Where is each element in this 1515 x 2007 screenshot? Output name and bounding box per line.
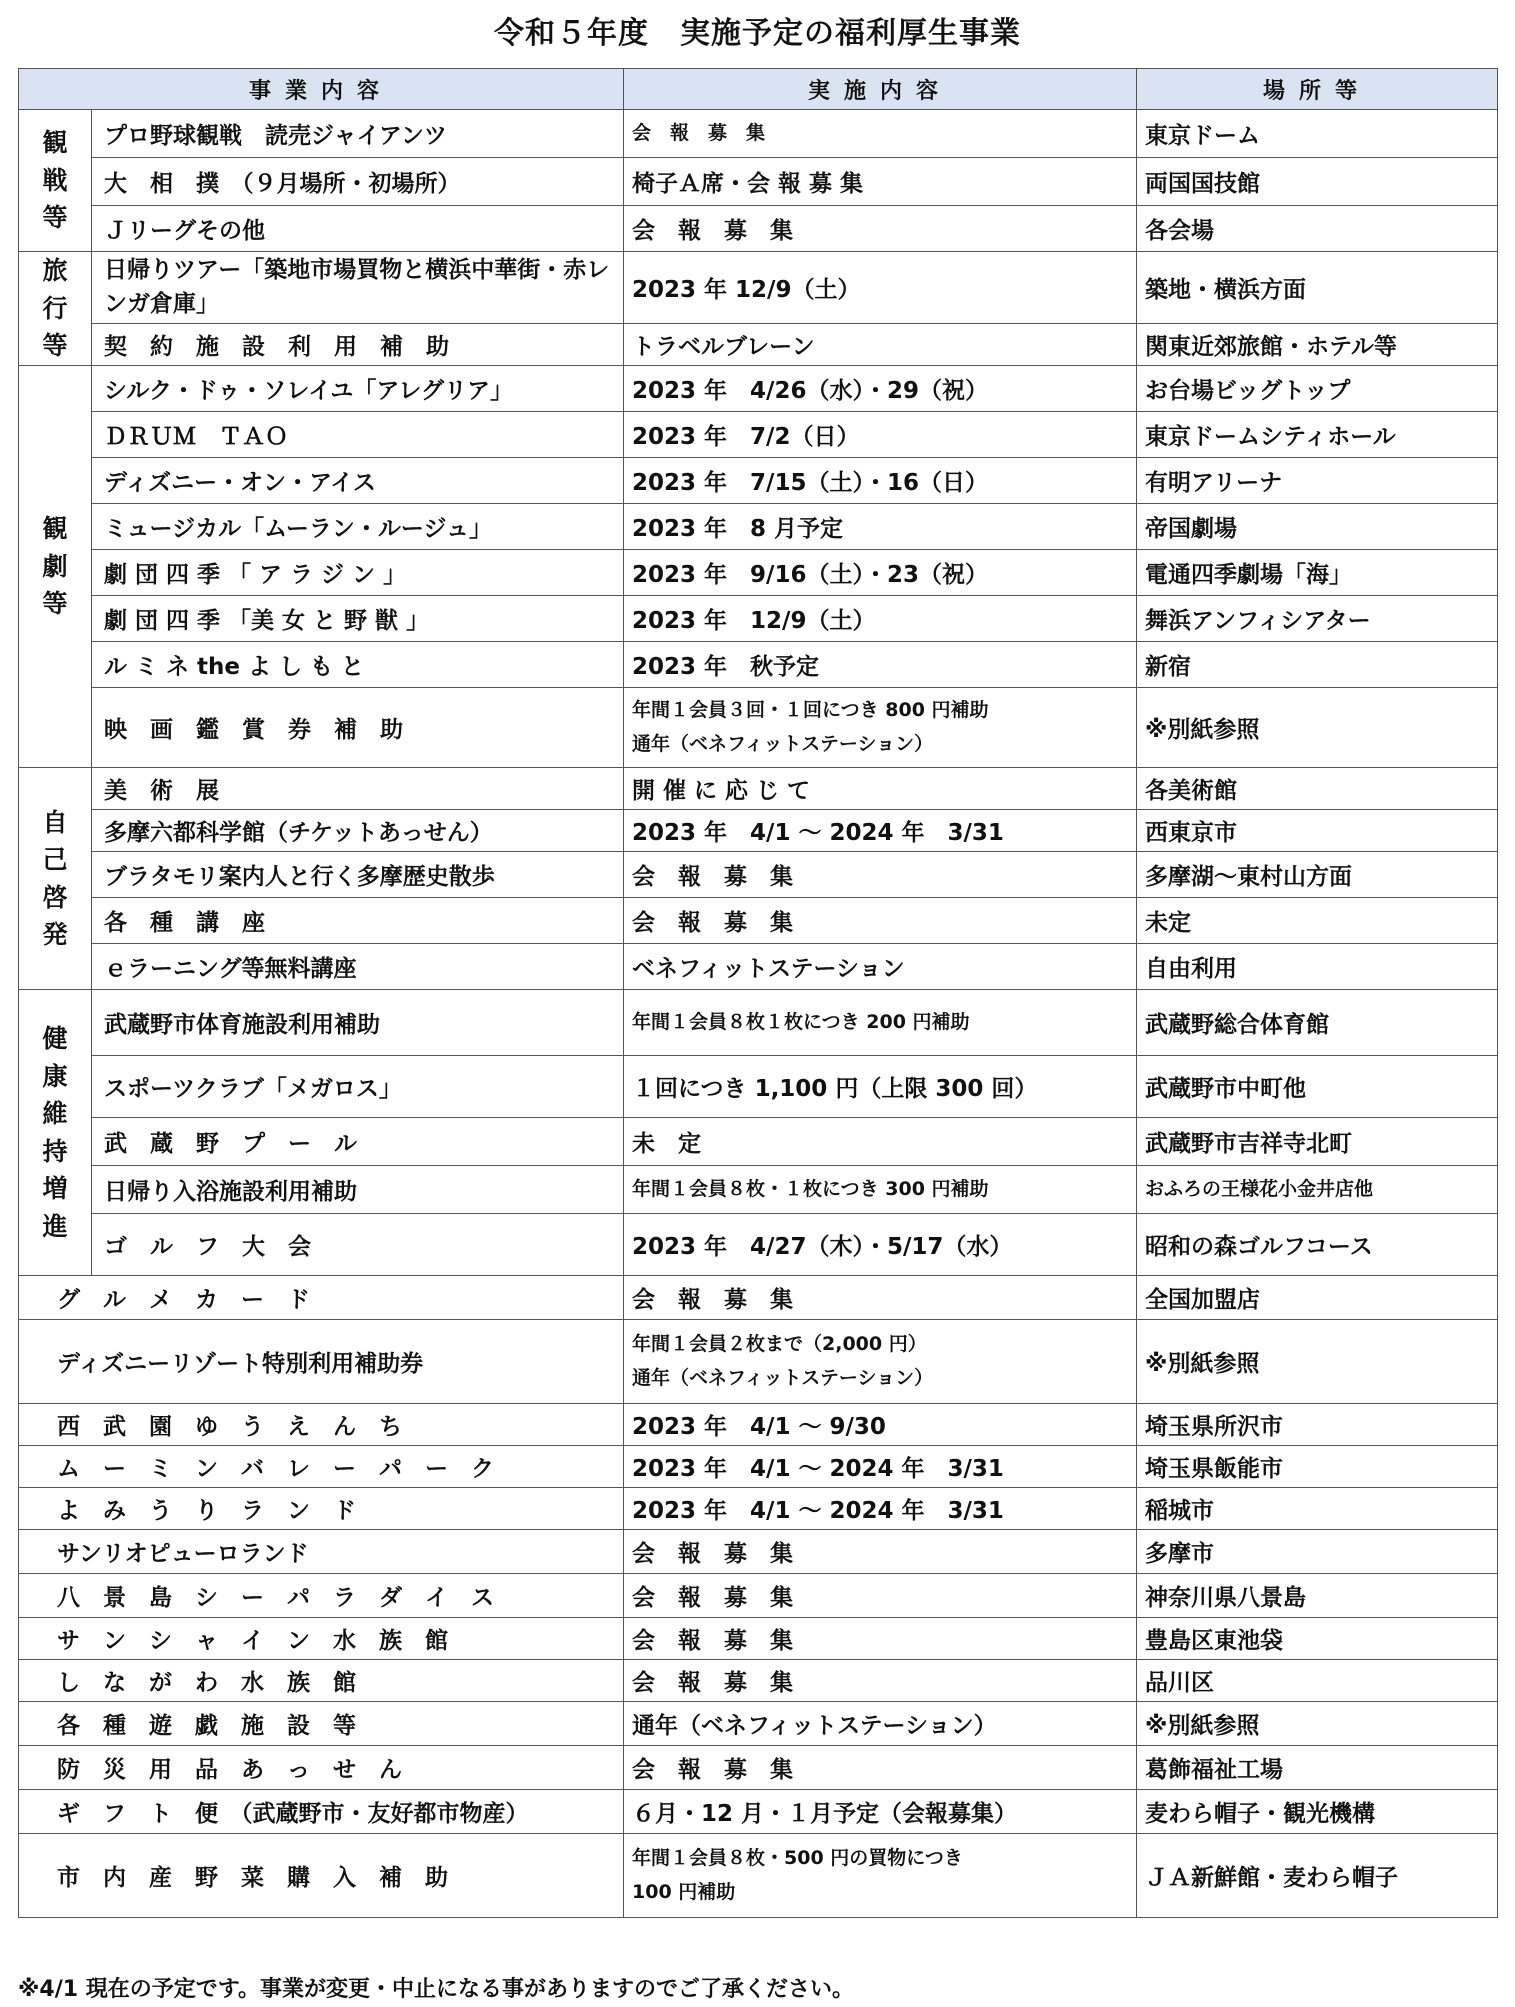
place-cell: 昭和の森ゴルフコース <box>1137 1214 1498 1276</box>
item-cell: ム ー ミ ン バ レ ー パ ー ク <box>19 1446 624 1488</box>
place-cell: 品川区 <box>1137 1660 1498 1702</box>
table-row <box>19 1446 1498 1488</box>
table-row <box>19 1320 1498 1404</box>
detail-cell: 会 報 募 集 <box>624 1618 1137 1660</box>
table-row <box>19 596 1498 642</box>
table-row <box>19 324 1498 366</box>
detail-cell: 年間１会員８枚・１枚につき 300 円補助 <box>624 1166 1137 1214</box>
detail-cell: 会 報 募 集 <box>624 1276 1137 1320</box>
detail-cell: 2023 年 7/2（日） <box>624 412 1137 458</box>
detail-cell: ６月・12 月・１月予定（会報募集） <box>624 1790 1137 1834</box>
item-cell: 美 術 展 <box>92 768 624 810</box>
item-cell: ル ミ ネ the よ し も と <box>92 642 624 688</box>
item-cell: 各 種 講 座 <box>92 898 624 944</box>
category-cell <box>19 110 92 252</box>
place-cell: 全国加盟店 <box>1137 1276 1498 1320</box>
item-cell: し な が わ 水 族 館 <box>19 1660 624 1702</box>
table-row <box>19 944 1498 990</box>
detail-cell: 2023 年 4/27（木）・5/17（水） <box>624 1214 1137 1276</box>
table-row <box>19 1214 1498 1276</box>
item-cell: 契 約 施 設 利 用 補 助 <box>92 324 624 366</box>
table-row <box>19 158 1498 206</box>
detail-cell: 椅子Ａ席・会 報 募 集 <box>624 158 1137 206</box>
detail-cell: 会 報 募 集 <box>624 898 1137 944</box>
item-cell: ディズニー・オン・アイス <box>92 458 624 504</box>
detail-cell: 年間１会員８枚・500 円の買物につき 100 円補助 <box>624 1834 1137 1918</box>
item-cell: ギ フ ト 便 （武蔵野市・友好都市物産） <box>19 1790 624 1834</box>
table-row <box>19 688 1498 768</box>
item-cell: 八 景 島 シ ー パ ラ ダ イ ス <box>19 1574 624 1618</box>
detail-cell: 2023 年 4/1 ～ 2024 年 3/31 <box>624 1488 1137 1530</box>
item-cell: Ｊリーグその他 <box>92 206 624 252</box>
detail-cell: トラベルブレーン <box>624 324 1137 366</box>
item-cell: ゴ ル フ 大 会 <box>92 1214 624 1276</box>
category-label: 自己啓発 <box>42 807 68 949</box>
detail-cell: 会 報 募 集 <box>624 1530 1137 1574</box>
place-cell: 埼玉県飯能市 <box>1137 1446 1498 1488</box>
item-cell: 防 災 用 品 あ っ せ ん <box>19 1746 624 1790</box>
place-cell: 関東近郊旅館・ホテル等 <box>1137 324 1498 366</box>
detail-cell: 年間１会員８枚１枚につき 200 円補助 <box>624 990 1137 1056</box>
header-place: 場所等 <box>1137 69 1498 110</box>
detail-cell: 2023 年 4/1 ～ 9/30 <box>624 1404 1137 1446</box>
table-row <box>19 1790 1498 1834</box>
table-row <box>19 1618 1498 1660</box>
place-cell: ※別紙参照 <box>1137 1320 1498 1404</box>
detail-cell: 会 報 募 集 <box>624 852 1137 898</box>
detail-cell: 会 報 募 集 <box>624 206 1137 252</box>
item-cell: 武蔵野市体育施設利用補助 <box>92 990 624 1056</box>
category-cell <box>19 252 92 366</box>
table-row <box>19 110 1498 158</box>
detail-cell: 会 報 募 集 <box>624 110 1137 158</box>
table-row <box>19 504 1498 550</box>
detail-cell: 2023 年 4/1 ～ 2024 年 3/31 <box>624 1446 1137 1488</box>
header-row <box>19 69 1498 110</box>
place-cell: 埼玉県所沢市 <box>1137 1404 1498 1446</box>
table-row <box>19 1404 1498 1446</box>
item-cell: 日帰り入浴施設利用補助 <box>92 1166 624 1214</box>
item-cell: サ ン シ ャ イ ン 水 族 館 <box>19 1618 624 1660</box>
page-title: 令和５年度 実施予定の福利厚生事業 <box>494 16 1021 51</box>
table-row <box>19 1276 1498 1320</box>
detail-cell: 未 定 <box>624 1118 1137 1166</box>
welfare-table <box>18 68 1498 1918</box>
item-cell: ｅラーニング等無料講座 <box>92 944 624 990</box>
table-row <box>19 550 1498 596</box>
place-cell: 稲城市 <box>1137 1488 1498 1530</box>
place-cell: 多摩市 <box>1137 1530 1498 1574</box>
item-cell: 劇 団 四 季 「美 女 と 野 獣 」 <box>92 596 624 642</box>
place-cell: 新宿 <box>1137 642 1498 688</box>
place-cell: 自由利用 <box>1137 944 1498 990</box>
item-cell: グ ル メ カ ー ド <box>19 1276 624 1320</box>
place-cell: 麦わら帽子・観光機構 <box>1137 1790 1498 1834</box>
place-cell: お台場ビッグトップ <box>1137 366 1498 412</box>
table-row <box>19 1488 1498 1530</box>
item-cell: ディズニーリゾート特別利用補助券 <box>19 1320 624 1404</box>
item-cell: 多摩六都科学館（チケットあっせん） <box>92 810 624 852</box>
place-cell: 西東京市 <box>1137 810 1498 852</box>
category-cell <box>19 768 92 990</box>
table-row <box>19 768 1498 810</box>
detail-cell: 2023 年 4/1 ～ 2024 年 3/31 <box>624 810 1137 852</box>
place-cell: 東京ドームシティホール <box>1137 412 1498 458</box>
table-row <box>19 1574 1498 1618</box>
table-row <box>19 366 1498 412</box>
place-cell: 葛飾福祉工場 <box>1137 1746 1498 1790</box>
table-row <box>19 1834 1498 1918</box>
table-row <box>19 458 1498 504</box>
detail-cell: 2023 年 7/15（土）・16（日） <box>624 458 1137 504</box>
detail-cell: 2023 年 秋予定 <box>624 642 1137 688</box>
category-label: 観戦等 <box>42 128 68 233</box>
place-cell: 神奈川県八景島 <box>1137 1574 1498 1618</box>
place-cell: 各会場 <box>1137 206 1498 252</box>
place-cell: 舞浜アンフィシアター <box>1137 596 1498 642</box>
item-cell: シルク・ドゥ・ソレイユ「アレグリア」 <box>92 366 624 412</box>
place-cell: ＪＡ新鮮館・麦わら帽子 <box>1137 1834 1498 1918</box>
detail-cell: 会 報 募 集 <box>624 1660 1137 1702</box>
table-row <box>19 252 1498 324</box>
item-cell: 日帰りツアー「築地市場買物と横浜中華街・赤レンガ倉庫」 <box>92 252 624 324</box>
item-cell: 武 蔵 野 プ ー ル <box>92 1118 624 1166</box>
category-label: 健康維持増進 <box>42 1024 68 1241</box>
category-cell <box>19 366 92 768</box>
place-cell: ※別紙参照 <box>1137 1702 1498 1746</box>
place-cell: 東京ドーム <box>1137 110 1498 158</box>
detail-cell: １回につき 1,100 円（上限 300 回） <box>624 1056 1137 1118</box>
item-cell: サンリオピューロランド <box>19 1530 624 1574</box>
place-cell: ※別紙参照 <box>1137 688 1498 768</box>
category-cell <box>19 990 92 1276</box>
detail-cell: 2023 年 9/16（土）・23（祝） <box>624 550 1137 596</box>
table-row <box>19 898 1498 944</box>
table-row <box>19 642 1498 688</box>
item-cell: スポーツクラブ「メガロス」 <box>92 1056 624 1118</box>
item-cell: プロ野球観戦 読売ジャイアンツ <box>92 110 624 158</box>
detail-cell: 開 催 に 応 じ て <box>624 768 1137 810</box>
table-row <box>19 852 1498 898</box>
item-cell: 西 武 園 ゆ う え ん ち <box>19 1404 624 1446</box>
table-row <box>19 1660 1498 1702</box>
place-cell: 有明アリーナ <box>1137 458 1498 504</box>
detail-cell: 会 報 募 集 <box>624 1746 1137 1790</box>
table-row <box>19 1056 1498 1118</box>
table-row <box>19 1530 1498 1574</box>
header-item: 事業内容 <box>19 69 624 110</box>
table-row <box>19 810 1498 852</box>
detail-cell: 通年（ベネフィットステーション） <box>624 1702 1137 1746</box>
item-cell: 各 種 遊 戯 施 設 等 <box>19 1702 624 1746</box>
place-cell: 各美術館 <box>1137 768 1498 810</box>
detail-cell: 年間１会員３回・１回につき 800 円補助 通年（ベネフィットステーション） <box>624 688 1137 768</box>
place-cell: 武蔵野総合体育館 <box>1137 990 1498 1056</box>
item-cell: 映 画 鑑 賞 券 補 助 <box>92 688 624 768</box>
item-cell: ミュージカル「ムーラン・ルージュ」 <box>92 504 624 550</box>
detail-cell: 2023 年 12/9（土） <box>624 252 1137 324</box>
place-cell: 帝国劇場 <box>1137 504 1498 550</box>
header-detail: 実施内容 <box>624 69 1137 110</box>
item-cell: 大 相 撲 （９月場所・初場所） <box>92 158 624 206</box>
detail-cell: 会 報 募 集 <box>624 1574 1137 1618</box>
category-label: 観劇等 <box>42 514 68 619</box>
detail-cell: 2023 年 8 月予定 <box>624 504 1137 550</box>
category-label: 旅行等 <box>42 256 68 361</box>
place-cell: 武蔵野市吉祥寺北町 <box>1137 1118 1498 1166</box>
detail-cell: 2023 年 4/26（水）・29（祝） <box>624 366 1137 412</box>
table-row <box>19 990 1498 1056</box>
place-cell: 多摩湖～東村山方面 <box>1137 852 1498 898</box>
table-row <box>19 1118 1498 1166</box>
place-cell: 築地・横浜方面 <box>1137 252 1498 324</box>
place-cell: 豊島区東池袋 <box>1137 1618 1498 1660</box>
table-row <box>19 412 1498 458</box>
footnote: ※4/1 現在の予定です。事業が変更・中止になる事がありますのでご了承ください。 <box>18 1977 854 2002</box>
table-row <box>19 1702 1498 1746</box>
place-cell: 両国国技館 <box>1137 158 1498 206</box>
table-row <box>19 206 1498 252</box>
item-cell: ブラタモリ案内人と行く多摩歴史散歩 <box>92 852 624 898</box>
detail-cell: 2023 年 12/9（土） <box>624 596 1137 642</box>
item-cell: 劇 団 四 季 「 ア ラ ジ ン 」 <box>92 550 624 596</box>
detail-cell: 年間１会員２枚まで（2,000 円） 通年（ベネフィットステーション） <box>624 1320 1137 1404</box>
place-cell: おふろの王様花小金井店他 <box>1137 1166 1498 1214</box>
item-cell: 市 内 産 野 菜 購 入 補 助 <box>19 1834 624 1918</box>
place-cell: 未定 <box>1137 898 1498 944</box>
table-row <box>19 1166 1498 1214</box>
item-cell: ＤＲＵＭ ＴＡＯ <box>92 412 624 458</box>
table-row <box>19 1746 1498 1790</box>
detail-cell: ベネフィットステーション <box>624 944 1137 990</box>
place-cell: 電通四季劇場「海」 <box>1137 550 1498 596</box>
place-cell: 武蔵野市中町他 <box>1137 1056 1498 1118</box>
item-cell: よ み う り ラ ン ド <box>19 1488 624 1530</box>
